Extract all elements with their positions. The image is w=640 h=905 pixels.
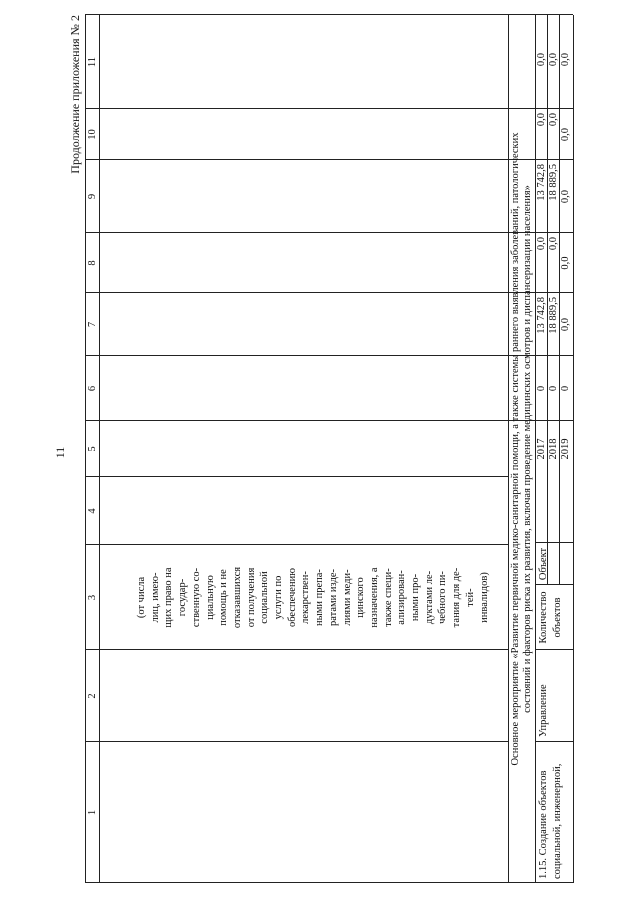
text-line: ственную со- bbox=[190, 567, 202, 628]
text-line: цинского bbox=[355, 577, 367, 618]
column-number: 6 bbox=[87, 385, 98, 392]
value-cell: 0 bbox=[560, 385, 571, 392]
year-cell: 2018 bbox=[548, 438, 559, 460]
column-number: 10 bbox=[87, 129, 98, 140]
column-number: 3 bbox=[87, 594, 98, 601]
continuation-label: Продолжение приложения № 2 bbox=[68, 15, 82, 174]
column-number: 9 bbox=[87, 193, 98, 200]
column-number: 4 bbox=[87, 508, 98, 514]
col-divider-6-7 bbox=[85, 355, 573, 356]
value-cell: 0,0 bbox=[548, 53, 559, 67]
column-number: 5 bbox=[87, 446, 98, 452]
text-line: от получения bbox=[245, 567, 257, 628]
text-line: ными препа- bbox=[314, 569, 326, 626]
col-divider-10-11 bbox=[85, 108, 573, 109]
column-number: 2 bbox=[87, 693, 98, 699]
value-cell: 0,0 bbox=[560, 317, 571, 332]
value-cell: 0,0 bbox=[560, 53, 571, 67]
text-line: щих право на bbox=[163, 567, 175, 628]
column-number: 8 bbox=[87, 260, 98, 266]
page-number: 11 bbox=[53, 446, 67, 459]
value-cell: 0 bbox=[536, 385, 547, 392]
text-line: также специ- bbox=[382, 568, 394, 627]
text-line: ными про- bbox=[410, 573, 422, 622]
text-line: лиц, имею- bbox=[149, 572, 161, 623]
year-cell: 2017 bbox=[536, 438, 547, 460]
row-name-line-2: социальной, инженерной, bbox=[552, 763, 563, 879]
col-divider-8-9 bbox=[85, 232, 573, 233]
value-cell: 0,0 bbox=[560, 189, 571, 204]
value-cell: 18 889,5 bbox=[548, 297, 559, 334]
text-line: дуктами ле- bbox=[423, 570, 435, 625]
row-executor: Управление bbox=[538, 684, 549, 737]
value-cell: 0,0 bbox=[548, 237, 559, 251]
header-row-bottom bbox=[99, 15, 100, 883]
text-line: услуги по bbox=[273, 575, 285, 620]
col-divider-7-8 bbox=[85, 292, 573, 293]
text-line: лекарствен- bbox=[300, 571, 312, 624]
value-cell: 0,0 bbox=[536, 53, 547, 67]
value-cell: 0,0 bbox=[560, 256, 571, 270]
text-line: ализирован- bbox=[396, 570, 408, 625]
text-line: отказавшихся bbox=[231, 566, 243, 629]
text-line: обеспечению bbox=[286, 567, 298, 628]
text-line: циальную bbox=[204, 575, 216, 620]
section-title-line-1: Основное мероприятие «Развитие первичной медико-санитарной помощи, а также системы раннего выявления заболеваний, патологических bbox=[510, 132, 521, 766]
table-border-left bbox=[85, 882, 573, 883]
row-indicator-line-2: объектов bbox=[552, 597, 563, 638]
value-cell: 0,0 bbox=[536, 113, 547, 127]
table-border-bottom bbox=[573, 15, 574, 883]
value-cell: 0,0 bbox=[536, 237, 547, 251]
text-line: (от числа bbox=[136, 576, 147, 619]
col-divider-5-6 bbox=[85, 420, 573, 421]
text-line: государ- bbox=[177, 578, 189, 617]
text-line: тей- bbox=[464, 588, 476, 607]
text-line: чебного пи- bbox=[437, 571, 449, 624]
text-line: лиями меди- bbox=[341, 569, 353, 626]
row-indicator-line-1: Количество bbox=[538, 591, 549, 644]
column-number: 11 bbox=[87, 56, 98, 68]
continued-cell-text bbox=[135, 545, 491, 650]
value-cell: 0,0 bbox=[548, 113, 559, 127]
text-line: инвалидов) bbox=[478, 572, 490, 623]
row-unit: Объект bbox=[538, 547, 549, 581]
row-name-line-1: 1.15. Создание объектов bbox=[538, 770, 549, 879]
value-cell: 18 889,5 bbox=[548, 164, 559, 201]
col-divider-1-2-lower bbox=[535, 741, 573, 742]
column-number: 1 bbox=[87, 809, 98, 816]
section-title-line-2: состояний и факторов риска их развития, включая проведение медицинских осмотров и диспансеризации населения» bbox=[522, 185, 533, 713]
value-cell: 13 742,8 bbox=[536, 164, 547, 201]
value-cell: 0 bbox=[548, 385, 559, 392]
value-cell: 0,0 bbox=[560, 127, 571, 142]
year-cell: 2019 bbox=[560, 438, 571, 460]
text-line: тания для де- bbox=[451, 567, 463, 628]
col-divider-1-2 bbox=[85, 741, 508, 742]
text-line: социальной bbox=[259, 571, 271, 624]
col-divider-9-10 bbox=[85, 159, 573, 160]
value-cell: 13 742,8 bbox=[536, 297, 547, 334]
table-border-right bbox=[85, 14, 573, 15]
text-line: назначения, а bbox=[368, 567, 380, 628]
text-line: помощь и не bbox=[218, 569, 230, 626]
column-number: 7 bbox=[87, 321, 98, 328]
text-line: ратами изде- bbox=[327, 569, 339, 626]
col-divider-4-5 bbox=[85, 476, 508, 477]
